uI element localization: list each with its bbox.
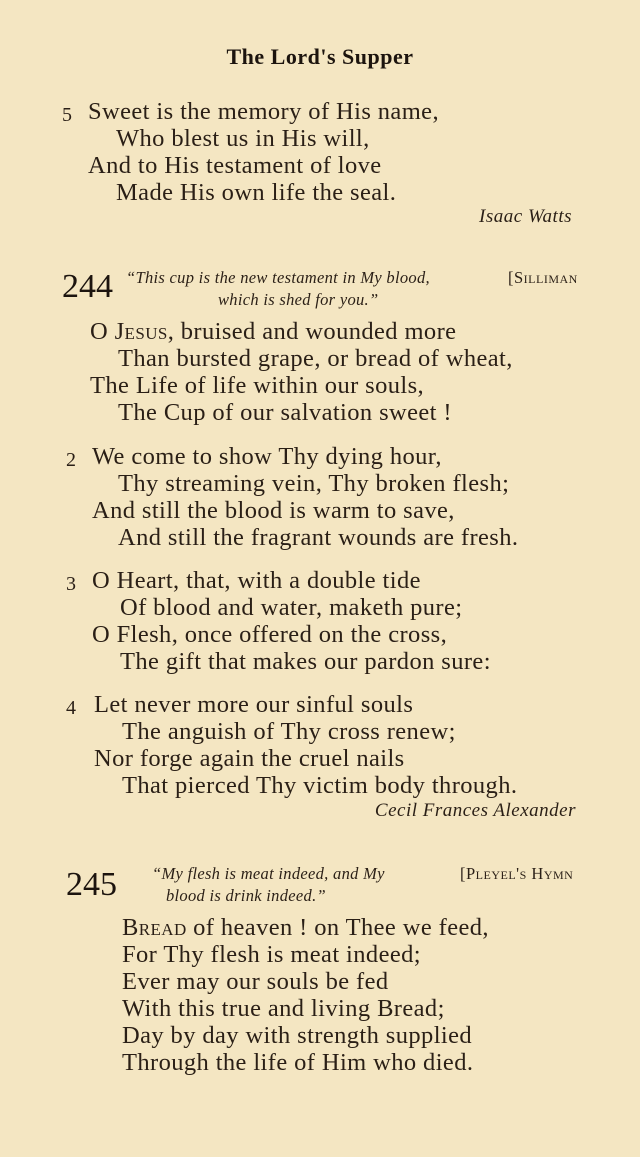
verse-line	[122, 914, 489, 942]
verse-line: O Heart, that, with a double tide	[92, 567, 421, 594]
verse-number: 3	[66, 573, 76, 595]
running-head: The Lord's Supper	[226, 44, 414, 69]
verse-line: That pierced Thy victim body through.	[122, 772, 518, 799]
verse-line-rest: of heaven ! on Thee we feed,	[186, 914, 489, 941]
verse-line: The Cup of our salvation sweet !	[118, 399, 452, 426]
verse-line: And still the blood is warm to save,	[92, 497, 455, 524]
verse-line: Ever may our souls be fed	[122, 968, 389, 995]
verse-line: Day by day with strength supplied	[122, 1022, 473, 1049]
verse-line: With this true and living Bread;	[122, 995, 445, 1022]
verse-line: O Flesh, once offered on the cross,	[92, 621, 448, 648]
verse-line: Let never more our sinful souls	[94, 691, 414, 718]
verse-line	[90, 318, 456, 346]
verse-line: Who blest us in His will,	[116, 125, 370, 152]
verse-line: And still the fragrant wounds are fresh.	[118, 524, 519, 551]
verse-line: Made His own life the seal.	[116, 179, 397, 206]
verse-number: 2	[66, 449, 76, 471]
verse-line: Through the life of Him who died.	[122, 1049, 474, 1076]
verse-number: 4	[66, 697, 76, 719]
verse-line: Sweet is the memory of His name,	[88, 98, 439, 125]
verse-number: 5	[62, 104, 72, 126]
verse-line: Nor forge again the cruel nails	[94, 745, 405, 772]
verse-line: We come to show Thy dying hour,	[92, 443, 442, 470]
epigraph-line: which is shed for you.”	[218, 290, 379, 309]
author-credit: Isaac Watts	[479, 206, 572, 227]
first-word: Bread	[122, 914, 187, 941]
hymn-number: 245	[66, 866, 117, 903]
epigraph-line: blood is drink indeed.”	[166, 886, 326, 905]
first-word: O Jesus,	[90, 318, 175, 345]
hymn-number: 244	[62, 268, 113, 305]
verse-line: And to His testament of love	[88, 152, 382, 179]
epigraph-line: “This cup is the new testament in My blood,	[126, 268, 430, 287]
verse-line: For Thy flesh is meat indeed;	[122, 941, 421, 968]
author-credit: Cecil Frances Alexander	[374, 800, 576, 821]
verse-line: The Life of life within our souls,	[90, 372, 425, 399]
verse-line: Thy streaming vein, Thy broken flesh;	[118, 470, 510, 497]
verse-line: The gift that makes our pardon sure:	[120, 648, 491, 675]
verse-line-rest: bruised and wounded more	[174, 318, 457, 345]
verse-line: Than bursted grape, or bread of wheat,	[118, 345, 513, 372]
verse-line: The anguish of Thy cross renew;	[122, 718, 456, 745]
epigraph-line: “My flesh is meat indeed, and My	[152, 864, 385, 883]
verse-line: Of blood and water, maketh pure;	[120, 594, 463, 621]
tune-name: [Pleyel's Hymn	[460, 864, 574, 883]
tune-name: [Silliman	[508, 268, 578, 287]
